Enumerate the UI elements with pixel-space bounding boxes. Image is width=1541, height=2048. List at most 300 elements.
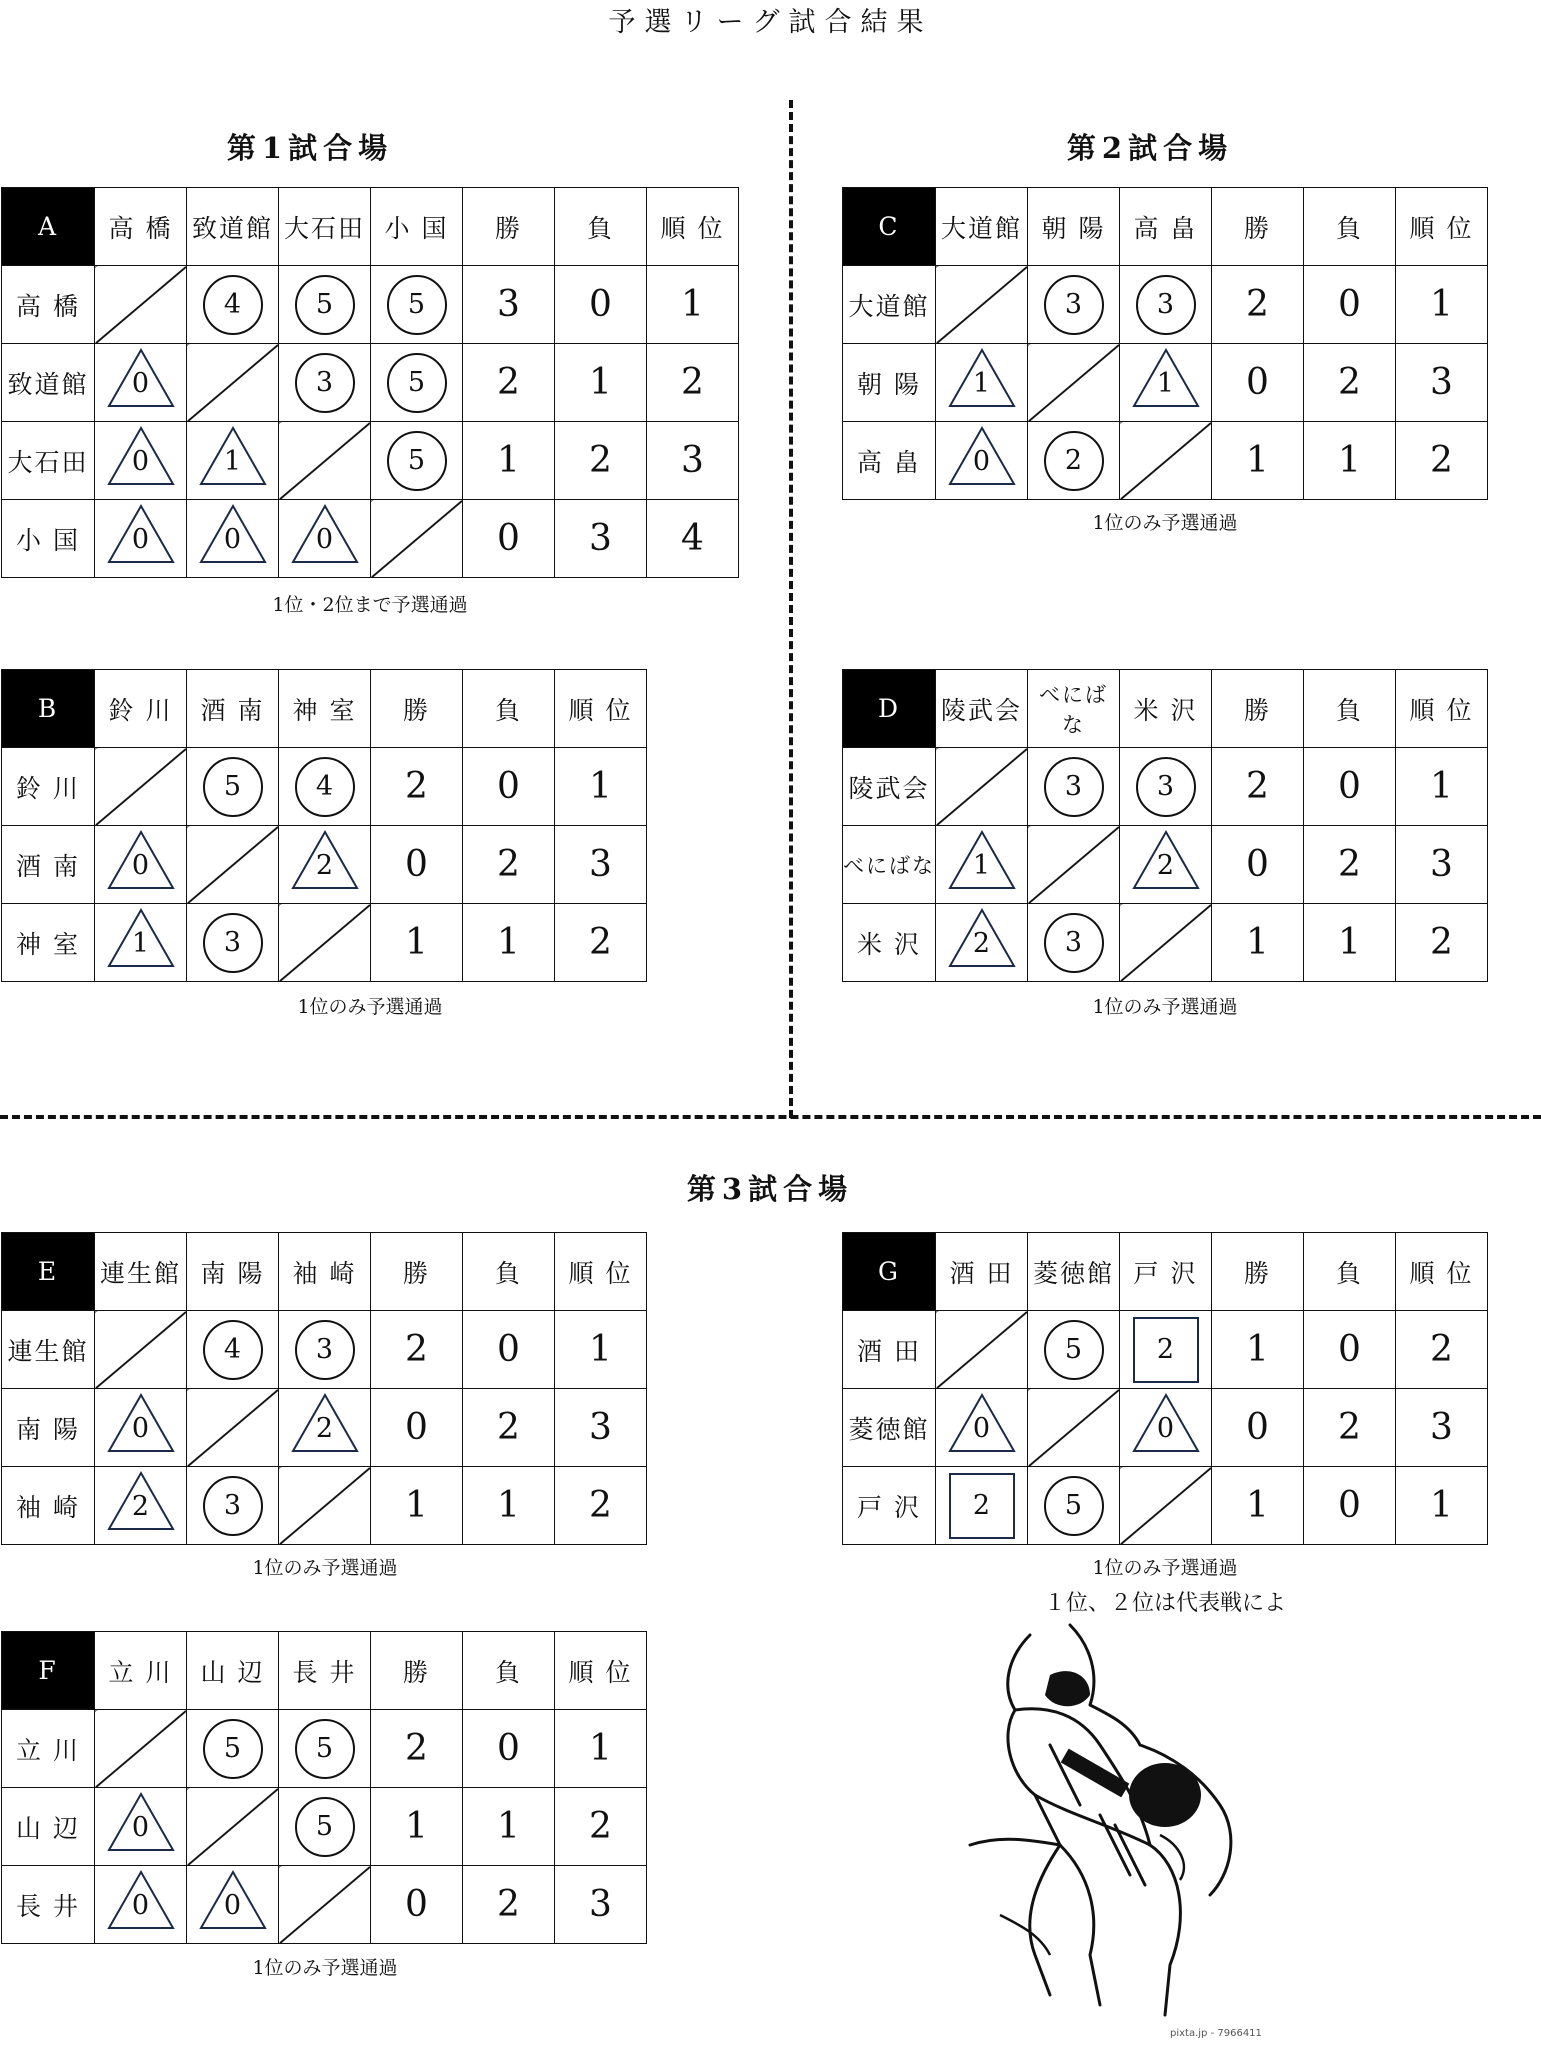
loss-score: 0 bbox=[972, 446, 991, 477]
column-header-team: 南 陽 bbox=[187, 1233, 279, 1311]
stat-value: 1 bbox=[371, 904, 463, 982]
loss-score: 0 bbox=[131, 850, 150, 881]
row-team-name: 小 国 bbox=[2, 500, 95, 578]
column-header-stat: 順 位 bbox=[1396, 188, 1488, 266]
stat-value: 0 bbox=[1212, 826, 1304, 904]
result-cell-loss bbox=[279, 500, 371, 578]
stat-value: 3 bbox=[647, 422, 739, 500]
column-header-team: 高 橋 bbox=[95, 188, 187, 266]
win-circle-mark: 5 bbox=[295, 275, 355, 335]
stat-value: 1 bbox=[1212, 904, 1304, 982]
result-cell-win bbox=[279, 266, 371, 344]
judo-throw-illustration bbox=[940, 1615, 1260, 2029]
stat-value: 3 bbox=[555, 500, 647, 578]
result-cell-loss bbox=[187, 422, 279, 500]
loss-triangle-mark bbox=[106, 829, 176, 891]
win-circle-mark: 4 bbox=[295, 757, 355, 817]
row-team-name: 酒 南 bbox=[2, 826, 95, 904]
row-team-name: 神 室 bbox=[2, 904, 95, 982]
table-row bbox=[843, 904, 1488, 982]
self-match-diagonal bbox=[1028, 1389, 1120, 1467]
result-cell-win bbox=[187, 904, 279, 982]
result-cell-loss bbox=[936, 1389, 1028, 1467]
row-team-name: べにばな bbox=[843, 826, 936, 904]
loss-triangle-mark bbox=[290, 829, 360, 891]
loss-triangle-mark bbox=[198, 503, 268, 565]
stat-value: 1 bbox=[555, 1311, 647, 1389]
stat-value: 3 bbox=[1396, 1389, 1488, 1467]
self-match-diagonal bbox=[936, 1311, 1028, 1389]
stat-value: 0 bbox=[463, 1710, 555, 1788]
stat-value: 2 bbox=[463, 1389, 555, 1467]
stat-value: 1 bbox=[463, 1467, 555, 1545]
result-cell-loss bbox=[95, 1788, 187, 1866]
loss-triangle-mark bbox=[947, 425, 1017, 487]
self-match-diagonal bbox=[279, 422, 371, 500]
table-row bbox=[2, 748, 647, 826]
stat-value: 0 bbox=[371, 826, 463, 904]
loss-triangle-mark bbox=[947, 347, 1017, 409]
note-league-b: 1位のみ予選通過 bbox=[297, 996, 443, 1018]
result-cell-loss bbox=[95, 826, 187, 904]
stat-value: 1 bbox=[555, 748, 647, 826]
loss-triangle-mark bbox=[106, 1869, 176, 1931]
column-header-team: 神 室 bbox=[279, 670, 371, 748]
stat-value: 2 bbox=[371, 1710, 463, 1788]
column-header-stat: 順 位 bbox=[647, 188, 739, 266]
result-cell-win bbox=[1120, 266, 1212, 344]
stat-value: 3 bbox=[555, 826, 647, 904]
stat-value: 2 bbox=[1304, 826, 1396, 904]
result-cell-win bbox=[1120, 748, 1212, 826]
loss-triangle-mark bbox=[106, 1791, 176, 1853]
result-cell-loss bbox=[279, 826, 371, 904]
table-row bbox=[843, 748, 1488, 826]
stat-value: 1 bbox=[647, 266, 739, 344]
note-league-e: 1位のみ予選通過 bbox=[252, 1557, 398, 1579]
league-label: F bbox=[2, 1632, 95, 1710]
win-circle-mark: 5 bbox=[203, 1719, 263, 1779]
result-cell-loss bbox=[95, 904, 187, 982]
league-table-c bbox=[842, 187, 1488, 500]
loss-triangle-mark bbox=[1131, 829, 1201, 891]
venue-divider-horizontal bbox=[0, 1115, 1541, 1119]
league-table-e bbox=[1, 1232, 647, 1545]
result-cell-win bbox=[279, 1788, 371, 1866]
column-header-stat: 負 bbox=[1304, 670, 1396, 748]
column-header-team: 酒 南 bbox=[187, 670, 279, 748]
self-match-diagonal bbox=[95, 266, 187, 344]
column-header-stat: 順 位 bbox=[1396, 1233, 1488, 1311]
self-match-diagonal bbox=[95, 1710, 187, 1788]
table-row bbox=[2, 1710, 647, 1788]
note-league-d: 1位のみ予選通過 bbox=[1092, 996, 1238, 1018]
self-match-diagonal bbox=[187, 1788, 279, 1866]
column-header-team: 大石田 bbox=[279, 188, 371, 266]
win-circle-mark: 3 bbox=[1136, 275, 1196, 335]
result-cell-loss bbox=[936, 904, 1028, 982]
column-header-stat: 順 位 bbox=[555, 670, 647, 748]
result-cell-win bbox=[1028, 422, 1120, 500]
win-circle-mark: 3 bbox=[295, 353, 355, 413]
stat-value: 1 bbox=[371, 1467, 463, 1545]
table-row bbox=[2, 422, 739, 500]
stat-value: 1 bbox=[463, 1788, 555, 1866]
win-circle-mark: 3 bbox=[1136, 757, 1196, 817]
loss-triangle-mark bbox=[947, 1392, 1017, 1454]
league-label: C bbox=[843, 188, 936, 266]
self-match-diagonal bbox=[1028, 826, 1120, 904]
result-cell-loss bbox=[187, 500, 279, 578]
win-circle-mark: 4 bbox=[203, 1320, 263, 1380]
row-team-name: 高 橋 bbox=[2, 266, 95, 344]
loss-triangle-mark bbox=[947, 907, 1017, 969]
result-cell-win bbox=[187, 1467, 279, 1545]
loss-score: 0 bbox=[131, 446, 150, 477]
self-match-diagonal bbox=[1120, 1467, 1212, 1545]
win-circle-mark: 3 bbox=[203, 1476, 263, 1536]
loss-score: 2 bbox=[315, 1413, 334, 1444]
loss-score: 1 bbox=[972, 368, 991, 399]
stat-value: 1 bbox=[1396, 266, 1488, 344]
stat-value: 0 bbox=[1304, 748, 1396, 826]
self-match-diagonal bbox=[936, 748, 1028, 826]
table-row bbox=[843, 1467, 1488, 1545]
note-league-f: 1位のみ予選通過 bbox=[252, 1957, 398, 1979]
result-cell-win bbox=[279, 1311, 371, 1389]
loss-score: 0 bbox=[131, 1890, 150, 1921]
note-league-g-playoff: １位、２位は代表戦によ bbox=[1043, 1591, 1286, 1616]
table-row bbox=[843, 422, 1488, 500]
loss-triangle-mark bbox=[1131, 347, 1201, 409]
table-row bbox=[843, 266, 1488, 344]
win-circle-mark: 5 bbox=[1044, 1476, 1104, 1536]
table-row bbox=[2, 1311, 647, 1389]
column-header-stat: 勝 bbox=[371, 670, 463, 748]
table-row bbox=[843, 826, 1488, 904]
stat-value: 3 bbox=[555, 1866, 647, 1944]
column-header-stat: 負 bbox=[463, 1632, 555, 1710]
win-circle-mark: 5 bbox=[387, 353, 447, 413]
league-label: B bbox=[2, 670, 95, 748]
stat-value: 1 bbox=[555, 1710, 647, 1788]
win-circle-mark: 3 bbox=[295, 1320, 355, 1380]
table-row bbox=[2, 1866, 647, 1944]
table-row bbox=[843, 1311, 1488, 1389]
loss-triangle-mark bbox=[106, 1470, 176, 1532]
result-cell-win bbox=[279, 1710, 371, 1788]
loss-score: 0 bbox=[223, 524, 242, 555]
result-cell-win bbox=[187, 748, 279, 826]
table-row bbox=[2, 826, 647, 904]
loss-triangle-mark bbox=[106, 503, 176, 565]
stat-value: 3 bbox=[463, 266, 555, 344]
result-cell-win bbox=[371, 266, 463, 344]
result-cell-loss bbox=[95, 422, 187, 500]
column-header-team: 酒 田 bbox=[936, 1233, 1028, 1311]
column-header-stat: 負 bbox=[463, 1233, 555, 1311]
result-cell-loss bbox=[1120, 1389, 1212, 1467]
loss-score: 0 bbox=[131, 368, 150, 399]
column-header-stat: 順 位 bbox=[555, 1632, 647, 1710]
loss-score: 0 bbox=[1156, 1413, 1175, 1444]
loss-score: 0 bbox=[131, 1413, 150, 1444]
loss-score: 2 bbox=[972, 928, 991, 959]
self-match-diagonal bbox=[95, 748, 187, 826]
result-cell-win bbox=[1028, 1311, 1120, 1389]
row-team-name: 立 川 bbox=[2, 1710, 95, 1788]
table-row bbox=[2, 1788, 647, 1866]
column-header-team: 菱徳館 bbox=[1028, 1233, 1120, 1311]
stat-value: 2 bbox=[463, 826, 555, 904]
stat-value: 1 bbox=[463, 904, 555, 982]
stat-value: 2 bbox=[1212, 748, 1304, 826]
self-match-diagonal bbox=[371, 500, 463, 578]
row-team-name: 致道館 bbox=[2, 344, 95, 422]
result-cell-loss bbox=[95, 1866, 187, 1944]
stat-value: 2 bbox=[1396, 904, 1488, 982]
stat-value: 1 bbox=[555, 344, 647, 422]
result-cell-loss bbox=[936, 344, 1028, 422]
result-cell-win bbox=[371, 344, 463, 422]
stat-value: 1 bbox=[1396, 1467, 1488, 1545]
loss-score: 0 bbox=[315, 524, 334, 555]
row-team-name: 大石田 bbox=[2, 422, 95, 500]
column-header-stat: 勝 bbox=[1212, 670, 1304, 748]
stat-value: 1 bbox=[1304, 422, 1396, 500]
win-circle-mark: 4 bbox=[203, 275, 263, 335]
stat-value: 0 bbox=[463, 500, 555, 578]
win-circle-mark: 5 bbox=[387, 275, 447, 335]
result-cell-win bbox=[279, 748, 371, 826]
win-circle-mark: 5 bbox=[295, 1797, 355, 1857]
stat-value: 0 bbox=[463, 1311, 555, 1389]
stat-value: 2 bbox=[555, 1467, 647, 1545]
row-team-name: 鈴 川 bbox=[2, 748, 95, 826]
loss-triangle-mark bbox=[1131, 1392, 1201, 1454]
league-label: A bbox=[2, 188, 95, 266]
stat-value: 0 bbox=[1304, 1311, 1396, 1389]
column-header-stat: 勝 bbox=[1212, 188, 1304, 266]
column-header-stat: 勝 bbox=[463, 188, 555, 266]
column-header-team: 連生館 bbox=[95, 1233, 187, 1311]
row-team-name: 大道館 bbox=[843, 266, 936, 344]
league-label: D bbox=[843, 670, 936, 748]
result-cell-loss bbox=[1120, 344, 1212, 422]
result-cell-loss bbox=[187, 1866, 279, 1944]
result-cell-loss bbox=[279, 1389, 371, 1467]
result-cell-win bbox=[371, 422, 463, 500]
column-header-team: 致道館 bbox=[187, 188, 279, 266]
stat-value: 2 bbox=[647, 344, 739, 422]
page-title: 予選リーグ試合結果 bbox=[608, 7, 933, 38]
stat-value: 2 bbox=[555, 1788, 647, 1866]
table-row bbox=[2, 500, 739, 578]
table-row bbox=[2, 904, 647, 982]
venue-divider-vertical bbox=[789, 100, 793, 1118]
row-team-name: 戸 沢 bbox=[843, 1467, 936, 1545]
column-header-team: 大道館 bbox=[936, 188, 1028, 266]
self-match-diagonal bbox=[1028, 344, 1120, 422]
table-row bbox=[2, 1389, 647, 1467]
result-cell-win bbox=[187, 266, 279, 344]
win-circle-mark: 5 bbox=[295, 1719, 355, 1779]
loss-triangle-mark bbox=[290, 503, 360, 565]
loss-triangle-mark bbox=[198, 425, 268, 487]
self-match-diagonal bbox=[279, 904, 371, 982]
image-credit: pixta.jp - 7966411 bbox=[1170, 2028, 1262, 2039]
self-match-diagonal bbox=[1120, 904, 1212, 982]
loss-triangle-mark bbox=[106, 425, 176, 487]
league-table-f bbox=[1, 1631, 647, 1944]
column-header-stat: 負 bbox=[555, 188, 647, 266]
column-header-team: 米 沢 bbox=[1120, 670, 1212, 748]
loss-score: 2 bbox=[1156, 850, 1175, 881]
stat-value: 2 bbox=[1396, 1311, 1488, 1389]
table-row bbox=[2, 266, 739, 344]
column-header-stat: 順 位 bbox=[555, 1233, 647, 1311]
stat-value: 0 bbox=[1212, 1389, 1304, 1467]
venue-2-title: 第2試合場 bbox=[1066, 131, 1234, 165]
result-cell-win bbox=[1028, 748, 1120, 826]
loss-score: 1 bbox=[131, 928, 150, 959]
result-cell-win bbox=[1028, 904, 1120, 982]
result-cell-loss bbox=[95, 1389, 187, 1467]
loss-triangle-mark bbox=[106, 347, 176, 409]
loss-triangle-mark bbox=[947, 829, 1017, 891]
column-header-team: 高 畠 bbox=[1120, 188, 1212, 266]
self-match-diagonal bbox=[1120, 422, 1212, 500]
stat-value: 0 bbox=[463, 748, 555, 826]
stat-value: 3 bbox=[1396, 826, 1488, 904]
stat-value: 3 bbox=[1396, 344, 1488, 422]
row-team-name: 酒 田 bbox=[843, 1311, 936, 1389]
stat-value: 2 bbox=[555, 422, 647, 500]
stat-value: 1 bbox=[1396, 748, 1488, 826]
column-header-team: 戸 沢 bbox=[1120, 1233, 1212, 1311]
note-league-a: 1位・2位まで予選通過 bbox=[272, 594, 468, 616]
row-team-name: 陵武会 bbox=[843, 748, 936, 826]
column-header-stat: 勝 bbox=[371, 1233, 463, 1311]
win-circle-mark: 2 bbox=[1044, 431, 1104, 491]
stat-value: 0 bbox=[1304, 266, 1396, 344]
column-header-team: 袖 崎 bbox=[279, 1233, 371, 1311]
win-circle-mark: 5 bbox=[387, 431, 447, 491]
note-league-g: 1位のみ予選通過 bbox=[1092, 1557, 1238, 1579]
table-row bbox=[2, 344, 739, 422]
column-header-stat: 勝 bbox=[1212, 1233, 1304, 1311]
stat-value: 2 bbox=[463, 1866, 555, 1944]
stat-value: 2 bbox=[555, 904, 647, 982]
column-header-stat: 勝 bbox=[371, 1632, 463, 1710]
result-cell-win bbox=[1028, 1467, 1120, 1545]
self-match-diagonal bbox=[279, 1866, 371, 1944]
league-table-b bbox=[1, 669, 647, 982]
column-header-team: 朝 陽 bbox=[1028, 188, 1120, 266]
row-team-name: 山 辺 bbox=[2, 1788, 95, 1866]
loss-score: 0 bbox=[131, 1812, 150, 1843]
result-cell-loss bbox=[95, 344, 187, 422]
stat-value: 1 bbox=[1212, 1311, 1304, 1389]
column-header-stat: 負 bbox=[1304, 188, 1396, 266]
loss-triangle-mark bbox=[290, 1392, 360, 1454]
venue-1-title: 第1試合場 bbox=[226, 131, 394, 165]
row-team-name: 菱徳館 bbox=[843, 1389, 936, 1467]
stat-value: 0 bbox=[371, 1866, 463, 1944]
draw-square-mark: 2 bbox=[1133, 1317, 1199, 1383]
stat-value: 0 bbox=[555, 266, 647, 344]
column-header-stat: 負 bbox=[463, 670, 555, 748]
result-cell-draw bbox=[1120, 1311, 1212, 1389]
stat-value: 1 bbox=[1212, 422, 1304, 500]
stat-value: 2 bbox=[463, 344, 555, 422]
loss-score: 2 bbox=[315, 850, 334, 881]
win-circle-mark: 3 bbox=[1044, 913, 1104, 973]
column-header-stat: 負 bbox=[1304, 1233, 1396, 1311]
win-circle-mark: 3 bbox=[203, 913, 263, 973]
loss-score: 1 bbox=[1156, 368, 1175, 399]
stat-value: 1 bbox=[463, 422, 555, 500]
stat-value: 1 bbox=[1304, 904, 1396, 982]
stat-value: 3 bbox=[555, 1389, 647, 1467]
result-cell-loss bbox=[936, 422, 1028, 500]
row-team-name: 朝 陽 bbox=[843, 344, 936, 422]
row-team-name: 袖 崎 bbox=[2, 1467, 95, 1545]
column-header-team: 鈴 川 bbox=[95, 670, 187, 748]
loss-triangle-mark bbox=[198, 1869, 268, 1931]
stat-value: 2 bbox=[371, 1311, 463, 1389]
self-match-diagonal bbox=[187, 826, 279, 904]
note-league-c: 1位のみ予選通過 bbox=[1092, 512, 1238, 534]
table-row bbox=[843, 344, 1488, 422]
self-match-diagonal bbox=[187, 344, 279, 422]
stat-value: 1 bbox=[1212, 1467, 1304, 1545]
loss-triangle-mark bbox=[106, 907, 176, 969]
row-team-name: 米 沢 bbox=[843, 904, 936, 982]
loss-score: 2 bbox=[131, 1491, 150, 1522]
column-header-team: 立 川 bbox=[95, 1632, 187, 1710]
result-cell-loss bbox=[1120, 826, 1212, 904]
stat-value: 2 bbox=[1304, 1389, 1396, 1467]
column-header-team: 山 辺 bbox=[187, 1632, 279, 1710]
league-label: G bbox=[843, 1233, 936, 1311]
self-match-diagonal bbox=[187, 1389, 279, 1467]
result-cell-win bbox=[1028, 266, 1120, 344]
draw-square-mark: 2 bbox=[949, 1473, 1015, 1539]
result-cell-draw bbox=[936, 1467, 1028, 1545]
stat-value: 0 bbox=[1304, 1467, 1396, 1545]
league-table-d bbox=[842, 669, 1488, 982]
column-header-team: 小 国 bbox=[371, 188, 463, 266]
win-circle-mark: 5 bbox=[1044, 1320, 1104, 1380]
league-label: E bbox=[2, 1233, 95, 1311]
loss-triangle-mark bbox=[106, 1392, 176, 1454]
table-row bbox=[843, 1389, 1488, 1467]
win-circle-mark: 3 bbox=[1044, 757, 1104, 817]
venue-3-title: 第3試合場 bbox=[686, 1172, 854, 1206]
stat-value: 0 bbox=[371, 1389, 463, 1467]
loss-score: 1 bbox=[972, 850, 991, 881]
row-team-name: 長 井 bbox=[2, 1866, 95, 1944]
result-cell-loss bbox=[95, 500, 187, 578]
self-match-diagonal bbox=[936, 266, 1028, 344]
stat-value: 0 bbox=[1212, 344, 1304, 422]
stat-value: 2 bbox=[1304, 344, 1396, 422]
result-cell-loss bbox=[936, 826, 1028, 904]
loss-score: 0 bbox=[972, 1413, 991, 1444]
league-table-g bbox=[842, 1232, 1488, 1545]
row-team-name: 南 陽 bbox=[2, 1389, 95, 1467]
